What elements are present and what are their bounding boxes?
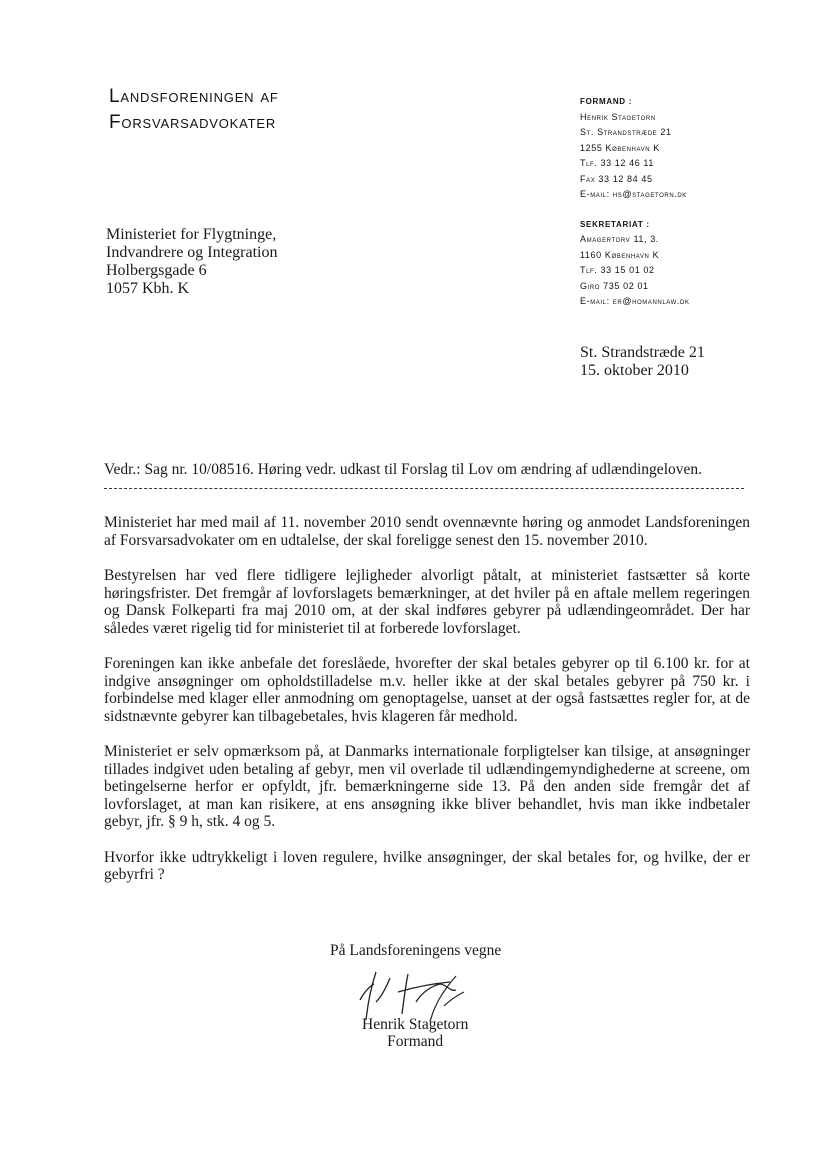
recipient-address xyxy=(106,226,277,298)
signer-title: Formand xyxy=(387,1033,444,1050)
signer-name: Henrik Stagetorn xyxy=(362,1016,469,1033)
org-name-line1: Landsforeningen af xyxy=(109,86,279,107)
recipient-line2: Indvandrere og Integration xyxy=(106,244,278,261)
formand-name: Henrik Stagetorn xyxy=(580,111,656,122)
formand-heading: FORMAND : xyxy=(580,97,633,106)
sekretariat-phone: Tlf. 33 15 01 02 xyxy=(580,265,655,275)
closing-line: På Landsforeningens vegne xyxy=(330,942,502,959)
formand-city: 1255 København K xyxy=(580,142,660,153)
sekretariat-city: 1160 København K xyxy=(580,249,660,260)
body-paragraph-5: Hvorfor ikke udtrykkeligt i loven regulere, hvilke ansøgninger, der skal betales for, og hvilke, der er gebyrfri ? xyxy=(104,848,750,883)
contact-block xyxy=(580,94,690,310)
sekretariat-giro: Giro 735 02 01 xyxy=(580,280,649,291)
place-and-date xyxy=(580,344,705,380)
body-paragraph-3: Foreningen kan ikke anbefale det foreslåede, hvorefter der skal betales gebyrer op til 6.100 kr. for at indgive ansøgninger om opholdstilladelse m.v. heller ikke at der skal betales gebyrer på 750 kr. i forbindelse med klager eller anmodning om genoptagelse, uanset at der også fastsættes regler for, at de sidstnævnte gebyrer kan tilbagebetales, hvis klageren får medhold. xyxy=(104,655,750,725)
sender-place: St. Strandstræde 21 xyxy=(580,344,705,361)
recipient-line4: 1057 Kbh. K xyxy=(106,280,190,297)
sekretariat-heading: SEKRETARIAT : xyxy=(580,219,650,229)
letterhead-title xyxy=(109,84,279,136)
org-name-line2: Forsvarsadvokater xyxy=(109,112,277,133)
formand-street: St. Strandstræde 21 xyxy=(580,127,672,137)
body-paragraph-2: Bestyrelsen har ved flere tidligere lejligheder alvorligt påtalt, at ministeriet fastsætter så korte høringsfrister. Det fremgår af lovforslagets bemærkninger, at det hviler på en aftale mellem regeringen og Dansk Folkeparti fra maj 2010 om, at der skal indføres gebyrer på udlændingeområdet. Der har således været rigelig tid for ministeriet til at forberede lovforslaget. xyxy=(104,567,750,637)
recipient-line1: Ministeriet for Flygtninge, xyxy=(106,226,277,243)
body-paragraph-4: Ministeriet er selv opmærksom på, at Danmarks internationale forpligtelser kan tilsige, at ansøgninger tillades indgivet uden betaling af gebyr, men vil overlade til udlændingemyndighederne at screene, om betingelserne herfor er opfyldt, jfr. bemærkningerne side 13. På den anden side fremgår det af lovforslaget, at man kan risikere, at ens ansøgning ikke bliver behandlet, hvis man ikke indbetaler gebyr, jfr. § 9 h, stk. 4 og 5. xyxy=(104,743,750,830)
formand-fax: Fax 33 12 84 45 xyxy=(580,173,653,184)
contact-spacer xyxy=(580,203,690,217)
sekretariat-email: E-mail: er@homannlaw.dk xyxy=(580,296,690,306)
letter-date: 15. oktober 2010 xyxy=(580,362,689,379)
formand-email: E-mail: hs@stagetorn.dk xyxy=(580,189,687,199)
letter-body xyxy=(104,514,750,902)
recipient-line3: Holbergsgade 6 xyxy=(106,262,207,279)
sekretariat-street: Amagertorv 11, 3. xyxy=(580,234,659,244)
body-paragraph-1: Ministeriet har med mail af 11. november 2010 sendt ovennævnte høring og anmodet Landsforeningen af Forsvarsadvokater om en udtalelse, der skal foreligge senest den 15. november 2010. xyxy=(104,514,750,549)
signer-block xyxy=(362,1016,468,1050)
subject-line: Vedr.: Sag nr. 10/08516. Høring vedr. udkast til Forslag til Lov om ændring af udlændingeloven. xyxy=(104,461,702,478)
formand-phone: Tlf. 33 12 46 11 xyxy=(580,158,654,168)
subject-divider xyxy=(104,488,744,489)
